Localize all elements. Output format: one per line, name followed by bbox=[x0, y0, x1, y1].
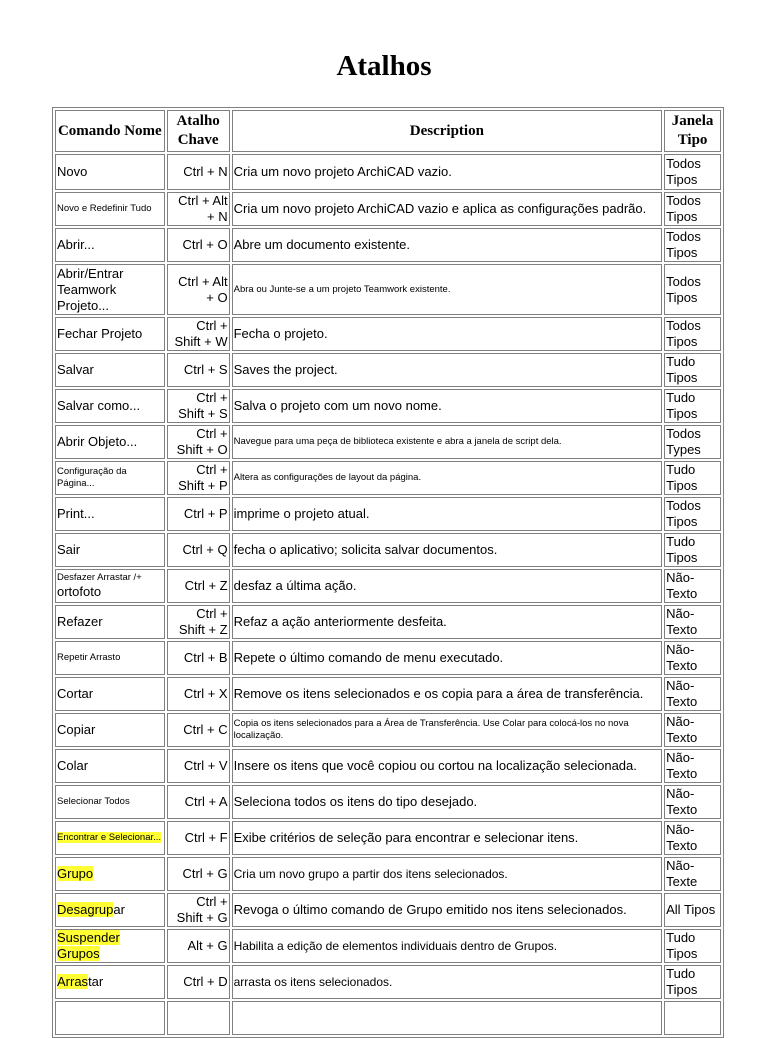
description-cell: Revoga o último comando de Grupo emitido nos itens selecionados. bbox=[232, 893, 663, 927]
shortcut-cell: Alt + G bbox=[167, 929, 230, 963]
command-cell bbox=[55, 893, 165, 927]
command-text-rest: ar bbox=[113, 902, 125, 917]
command-cell: Salvar como... bbox=[55, 389, 165, 423]
table-row bbox=[55, 228, 721, 262]
command-cell: Novo e Redefinir Tudo bbox=[55, 192, 165, 226]
description-cell-empty bbox=[232, 1001, 663, 1035]
command-cell: Fechar Projeto bbox=[55, 317, 165, 351]
description-cell: Fecha o projeto. bbox=[232, 317, 663, 351]
command-cell: Salvar bbox=[55, 353, 165, 387]
command-cell: Abrir Objeto... bbox=[55, 425, 165, 459]
shortcuts-table-wrapper bbox=[52, 107, 724, 997]
table-row bbox=[55, 965, 721, 999]
command-cell bbox=[55, 821, 165, 855]
table-row bbox=[55, 605, 721, 639]
window-cell: Não-Texto bbox=[664, 713, 721, 747]
shortcut-cell: Ctrl + G bbox=[167, 857, 230, 891]
command-cell: Abrir... bbox=[55, 228, 165, 262]
page-title: Atalhos bbox=[336, 50, 432, 82]
shortcut-cell: Ctrl + A bbox=[167, 785, 230, 819]
shortcut-cell-empty bbox=[167, 1001, 230, 1035]
window-cell: Tudo Tipos bbox=[664, 533, 721, 567]
window-cell-empty bbox=[664, 1001, 721, 1035]
window-cell: Não-Texto bbox=[664, 785, 721, 819]
table-row bbox=[55, 929, 721, 963]
description-cell: Cria um novo projeto ArchiCAD vazio. bbox=[232, 154, 663, 190]
description-cell: Salva o projeto com um novo nome. bbox=[232, 389, 663, 423]
window-cell: All Tipos bbox=[664, 893, 721, 927]
command-cell: Repetir Arrasto bbox=[55, 641, 165, 675]
description-cell: Repete o último comando de menu executado. bbox=[232, 641, 663, 675]
highlighted-command-text: Grupo bbox=[57, 866, 94, 881]
header-command: Comando Nome bbox=[55, 110, 165, 152]
description-cell: Abre um documento existente. bbox=[232, 228, 663, 262]
table-row bbox=[55, 821, 721, 855]
command-cell: Selecionar Todos bbox=[55, 785, 165, 819]
shortcut-cell: Ctrl + B bbox=[167, 641, 230, 675]
command-cell: Abrir/Entrar Teamwork Projeto... bbox=[55, 264, 165, 315]
header-window: Janela Tipo bbox=[664, 110, 721, 152]
table-row bbox=[55, 677, 721, 711]
description-cell: imprime o projeto atual. bbox=[232, 497, 663, 531]
table-row bbox=[55, 497, 721, 531]
shortcut-cell: Ctrl + Z bbox=[167, 569, 230, 603]
window-cell: Tudo Tipos bbox=[664, 461, 721, 495]
command-cell: Copiar bbox=[55, 713, 165, 747]
window-cell: Todos Tipos bbox=[664, 228, 721, 262]
shortcut-cell: Ctrl + O bbox=[167, 228, 230, 262]
table-row bbox=[55, 389, 721, 423]
description-cell: Cria um novo projeto ArchiCAD vazio e aplica as configurações padrão. bbox=[232, 192, 663, 226]
description-cell: Altera as configurações de layout da página. bbox=[232, 461, 663, 495]
window-cell: Todos Tipos bbox=[664, 264, 721, 315]
command-cell bbox=[55, 929, 165, 963]
table-row bbox=[55, 353, 721, 387]
highlighted-command-text: Arras bbox=[57, 974, 89, 989]
table-row bbox=[55, 154, 721, 190]
shortcut-cell: Ctrl + F bbox=[167, 821, 230, 855]
description-cell: Navegue para uma peça de biblioteca existente e abra a janela de script dela. bbox=[232, 425, 663, 459]
table-row bbox=[55, 893, 721, 927]
description-cell: Exibe critérios de seleção para encontrar e selecionar itens. bbox=[232, 821, 663, 855]
shortcut-cell: Ctrl + Alt + O bbox=[167, 264, 230, 315]
shortcut-cell: Ctrl + Shift + S bbox=[167, 389, 230, 423]
header-description: Description bbox=[232, 110, 663, 152]
shortcut-cell: Ctrl + Shift + G bbox=[167, 893, 230, 927]
shortcut-cell: Ctrl + C bbox=[167, 713, 230, 747]
table-row bbox=[55, 264, 721, 315]
command-cell bbox=[55, 569, 165, 603]
command-cell: Colar bbox=[55, 749, 165, 783]
highlighted-command-text: Desagrup bbox=[57, 902, 114, 917]
window-cell: Não-Texte bbox=[664, 857, 721, 891]
table-row bbox=[55, 569, 721, 603]
command-cell: Configuração da Página... bbox=[55, 461, 165, 495]
shortcut-cell: Ctrl + Alt + N bbox=[167, 192, 230, 226]
description-cell: Refaz a ação anteriormente desfeita. bbox=[232, 605, 663, 639]
shortcut-cell: Ctrl + Shift + W bbox=[167, 317, 230, 351]
shortcut-cell: Ctrl + D bbox=[167, 965, 230, 999]
table-header-row bbox=[55, 110, 721, 152]
highlighted-command-text: Suspender Grupos bbox=[57, 930, 120, 961]
description-cell: Remove os itens selecionados e os copia para a área de transferência. bbox=[232, 677, 663, 711]
shortcut-cell: Ctrl + V bbox=[167, 749, 230, 783]
description-cell: fecha o aplicativo; solicita salvar documentos. bbox=[232, 533, 663, 567]
shortcut-cell: Ctrl + S bbox=[167, 353, 230, 387]
table-row bbox=[55, 713, 721, 747]
shortcut-cell: Ctrl + Shift + O bbox=[167, 425, 230, 459]
shortcuts-table bbox=[52, 107, 724, 1038]
window-cell: Tudo Tipos bbox=[664, 965, 721, 999]
window-cell: Tudo Tipos bbox=[664, 929, 721, 963]
command-cell-text: ortofoto bbox=[57, 584, 102, 599]
window-cell: Não-Texto bbox=[664, 569, 721, 603]
shortcut-cell: Ctrl + N bbox=[167, 154, 230, 190]
table-row bbox=[55, 1001, 721, 1035]
window-cell: Não-Texto bbox=[664, 641, 721, 675]
command-text-rest: tar bbox=[88, 974, 104, 989]
window-cell: Todos Types bbox=[664, 425, 721, 459]
highlighted-command-text: Encontrar e Selecionar... bbox=[57, 832, 162, 843]
description-cell: Copia os itens selecionados para a Área de Transferência. Use Colar para colocá-los no nova localização. bbox=[232, 713, 663, 747]
window-cell: Todos Tipos bbox=[664, 317, 721, 351]
table-row bbox=[55, 461, 721, 495]
table-row bbox=[55, 857, 721, 891]
description-cell: Insere os itens que você copiou ou cortou na localização selecionada. bbox=[232, 749, 663, 783]
description-cell: Abra ou Junte-se a um projeto Teamwork existente. bbox=[232, 264, 663, 315]
header-shortcut: Atalho Chave bbox=[167, 110, 230, 152]
shortcut-cell: Ctrl + P bbox=[167, 497, 230, 531]
table-row bbox=[55, 785, 721, 819]
command-cell: Cortar bbox=[55, 677, 165, 711]
command-cell-small-text: Desfazer Arrastar /+ bbox=[57, 572, 142, 583]
shortcut-cell: Ctrl + Q bbox=[167, 533, 230, 567]
window-cell: Não-Texto bbox=[664, 605, 721, 639]
description-cell: Saves the project. bbox=[232, 353, 663, 387]
table-row bbox=[55, 317, 721, 351]
description-cell: Seleciona todos os itens do tipo desejado. bbox=[232, 785, 663, 819]
window-cell: Todos Tipos bbox=[664, 192, 721, 226]
command-cell-empty bbox=[55, 1001, 165, 1035]
window-cell: Não-Texto bbox=[664, 821, 721, 855]
window-cell: Tudo Tipos bbox=[664, 353, 721, 387]
table-row bbox=[55, 641, 721, 675]
table-row bbox=[55, 533, 721, 567]
table-row bbox=[55, 192, 721, 226]
command-cell: Print... bbox=[55, 497, 165, 531]
window-cell: Todos Tipos bbox=[664, 497, 721, 531]
shortcut-cell: Ctrl + X bbox=[167, 677, 230, 711]
table-row bbox=[55, 749, 721, 783]
window-cell: Tudo Tipos bbox=[664, 389, 721, 423]
shortcut-cell: Ctrl + Shift + Z bbox=[167, 605, 230, 639]
command-cell bbox=[55, 965, 165, 999]
description-cell: arrasta os itens selecionados. bbox=[232, 965, 663, 999]
table-row bbox=[55, 425, 721, 459]
window-cell: Não-Texto bbox=[664, 749, 721, 783]
command-cell: Sair bbox=[55, 533, 165, 567]
window-cell: Todos Tipos bbox=[664, 154, 721, 190]
command-cell: Novo bbox=[55, 154, 165, 190]
command-cell: Refazer bbox=[55, 605, 165, 639]
description-cell: desfaz a última ação. bbox=[232, 569, 663, 603]
command-cell bbox=[55, 857, 165, 891]
description-cell: Cria um novo grupo a partir dos itens selecionados. bbox=[232, 857, 663, 891]
window-cell: Não-Texto bbox=[664, 677, 721, 711]
shortcut-cell: Ctrl + Shift + P bbox=[167, 461, 230, 495]
description-cell: Habilita a edição de elementos individuais dentro de Grupos. bbox=[232, 929, 663, 963]
